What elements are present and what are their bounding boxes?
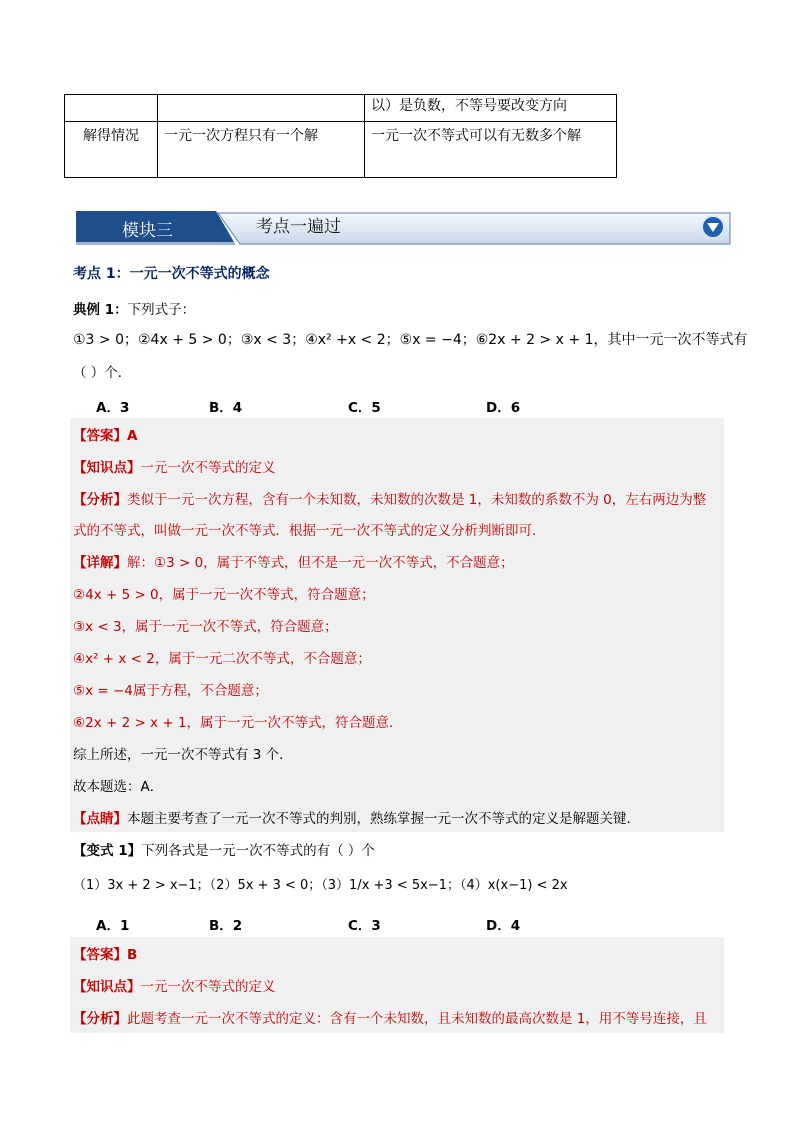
module-label: 模块三 [122,221,173,241]
comment-text: 本题主要考查了一元一次不等式的判别，熟练掌握一元一次不等式的定义是解题关键． [127,811,640,827]
section-heading: 考点 1：一元一次不等式的概念 [73,266,270,282]
module-banner [76,211,732,245]
detail-line-3: ③x < 3，属于一元一次不等式，符合题意； [73,619,338,635]
variant-option-b[interactable]: B．2 [209,918,243,934]
detail-line-4: ④x² + x < 2，属于一元二次不等式，不合题意； [73,651,371,667]
variant-knowledge-line [73,977,276,997]
knowledge-tag: 【知识点】 [73,460,141,476]
table-row [65,122,617,178]
option-b[interactable]: B．4 [209,400,243,416]
variant-knowledge-text: 一元一次不等式的定义 [140,979,276,995]
answer-tag: 【答案】 [73,428,127,444]
comment-line [73,809,640,829]
detail-line-8: 故本题选：A． [73,779,164,795]
variant-option-d[interactable]: D．4 [486,918,521,934]
variant-option-c[interactable]: C．3 [348,918,381,934]
detail-line-6: ⑥2x + 2 > x + 1，属于一元一次不等式，符合题意． [73,715,403,731]
chevron-down-icon[interactable] [701,215,725,239]
variant-knowledge-tag: 【知识点】 [73,979,141,995]
example-intro [73,300,195,320]
banner-graphic [76,211,732,245]
analysis-text-2: 式的不等式，叫做一元一次不等式．根据一元一次不等式的定义分析判断即可． [73,523,546,539]
detail-line-1 [73,553,514,573]
option-a[interactable]: A．3 [96,400,130,416]
answer-line [73,426,137,446]
table-cell [65,95,158,122]
knowledge-line [73,458,276,478]
analysis-text-1: 类似于一元一次方程，含有一个未知数，未知数的次数是 1，未知数的系数不为 0，左右两边为整 [127,492,707,508]
table-cell [158,95,365,122]
variant-analysis-line [73,1009,707,1029]
detail-line-5: ⑤x = −4属于方程，不合题意； [73,683,268,699]
table-row [65,95,617,122]
comment-tag: 【点睛】 [73,811,127,827]
variant-items: （1）3x + 2 > x−1；（2）5x + 3 < 0；（3）1/x +3 < 5x−1；（4）x(x−1) < 2x [73,878,568,893]
detail-line-2: ②4x + 5 > 0，属于一元一次不等式，符合题意； [73,587,375,603]
variant-answer-value: B [127,947,138,963]
table-cell: 一元一次方程只有一个解 [158,122,365,178]
analysis-tag: 【分析】 [73,492,127,508]
answer-value: A [127,428,138,444]
example-intro-text: 下列式子： [127,302,196,318]
example-items: ①3 > 0；②4x + 5 > 0；③x < 3；④x² +x < 2；⑤x = −4；⑥2x + 2 > x + 1，其中一元一次不等式有 [73,332,748,348]
variant-option-a[interactable]: A．1 [96,918,130,934]
variant-question [73,841,375,861]
detail-tag: 【详解】 [73,555,127,571]
detail-line-7: 综上所述，一元一次不等式有 3 个． [73,747,293,763]
variant-answer-line [73,945,137,965]
variant-label: 【变式 1】 [73,843,142,859]
variant-answer-tag: 【答案】 [73,947,127,963]
option-c[interactable]: C．5 [348,400,381,416]
banner-title: 考点一遍过 [256,217,341,237]
option-d[interactable]: D．6 [486,400,521,416]
comparison-table [64,94,617,178]
variant-analysis-tag: 【分析】 [73,1011,127,1027]
analysis-line [73,490,706,510]
table-cell: 解得情况 [65,122,158,178]
example-label: 典例 1： [73,302,128,318]
table-cell: 以）是负数，不等号要改变方向 [365,95,617,122]
variant-analysis-text: 此题考查一元一次不等式的定义：含有一个未知数，且未知数的最高次数是 1，用不等号连接，且 [127,1011,707,1027]
knowledge-text: 一元一次不等式的定义 [140,460,276,476]
example-items-cont: （ ）个． [73,365,132,381]
table-cell: 一元一次不等式可以有无数多个解 [365,122,617,178]
detail-text: 解：①3 > 0，属于不等式，但不是一元一次不等式，不合题意； [127,555,514,571]
variant-question-text: 下列各式是一元一次不等式的有（ ）个 [141,843,375,859]
